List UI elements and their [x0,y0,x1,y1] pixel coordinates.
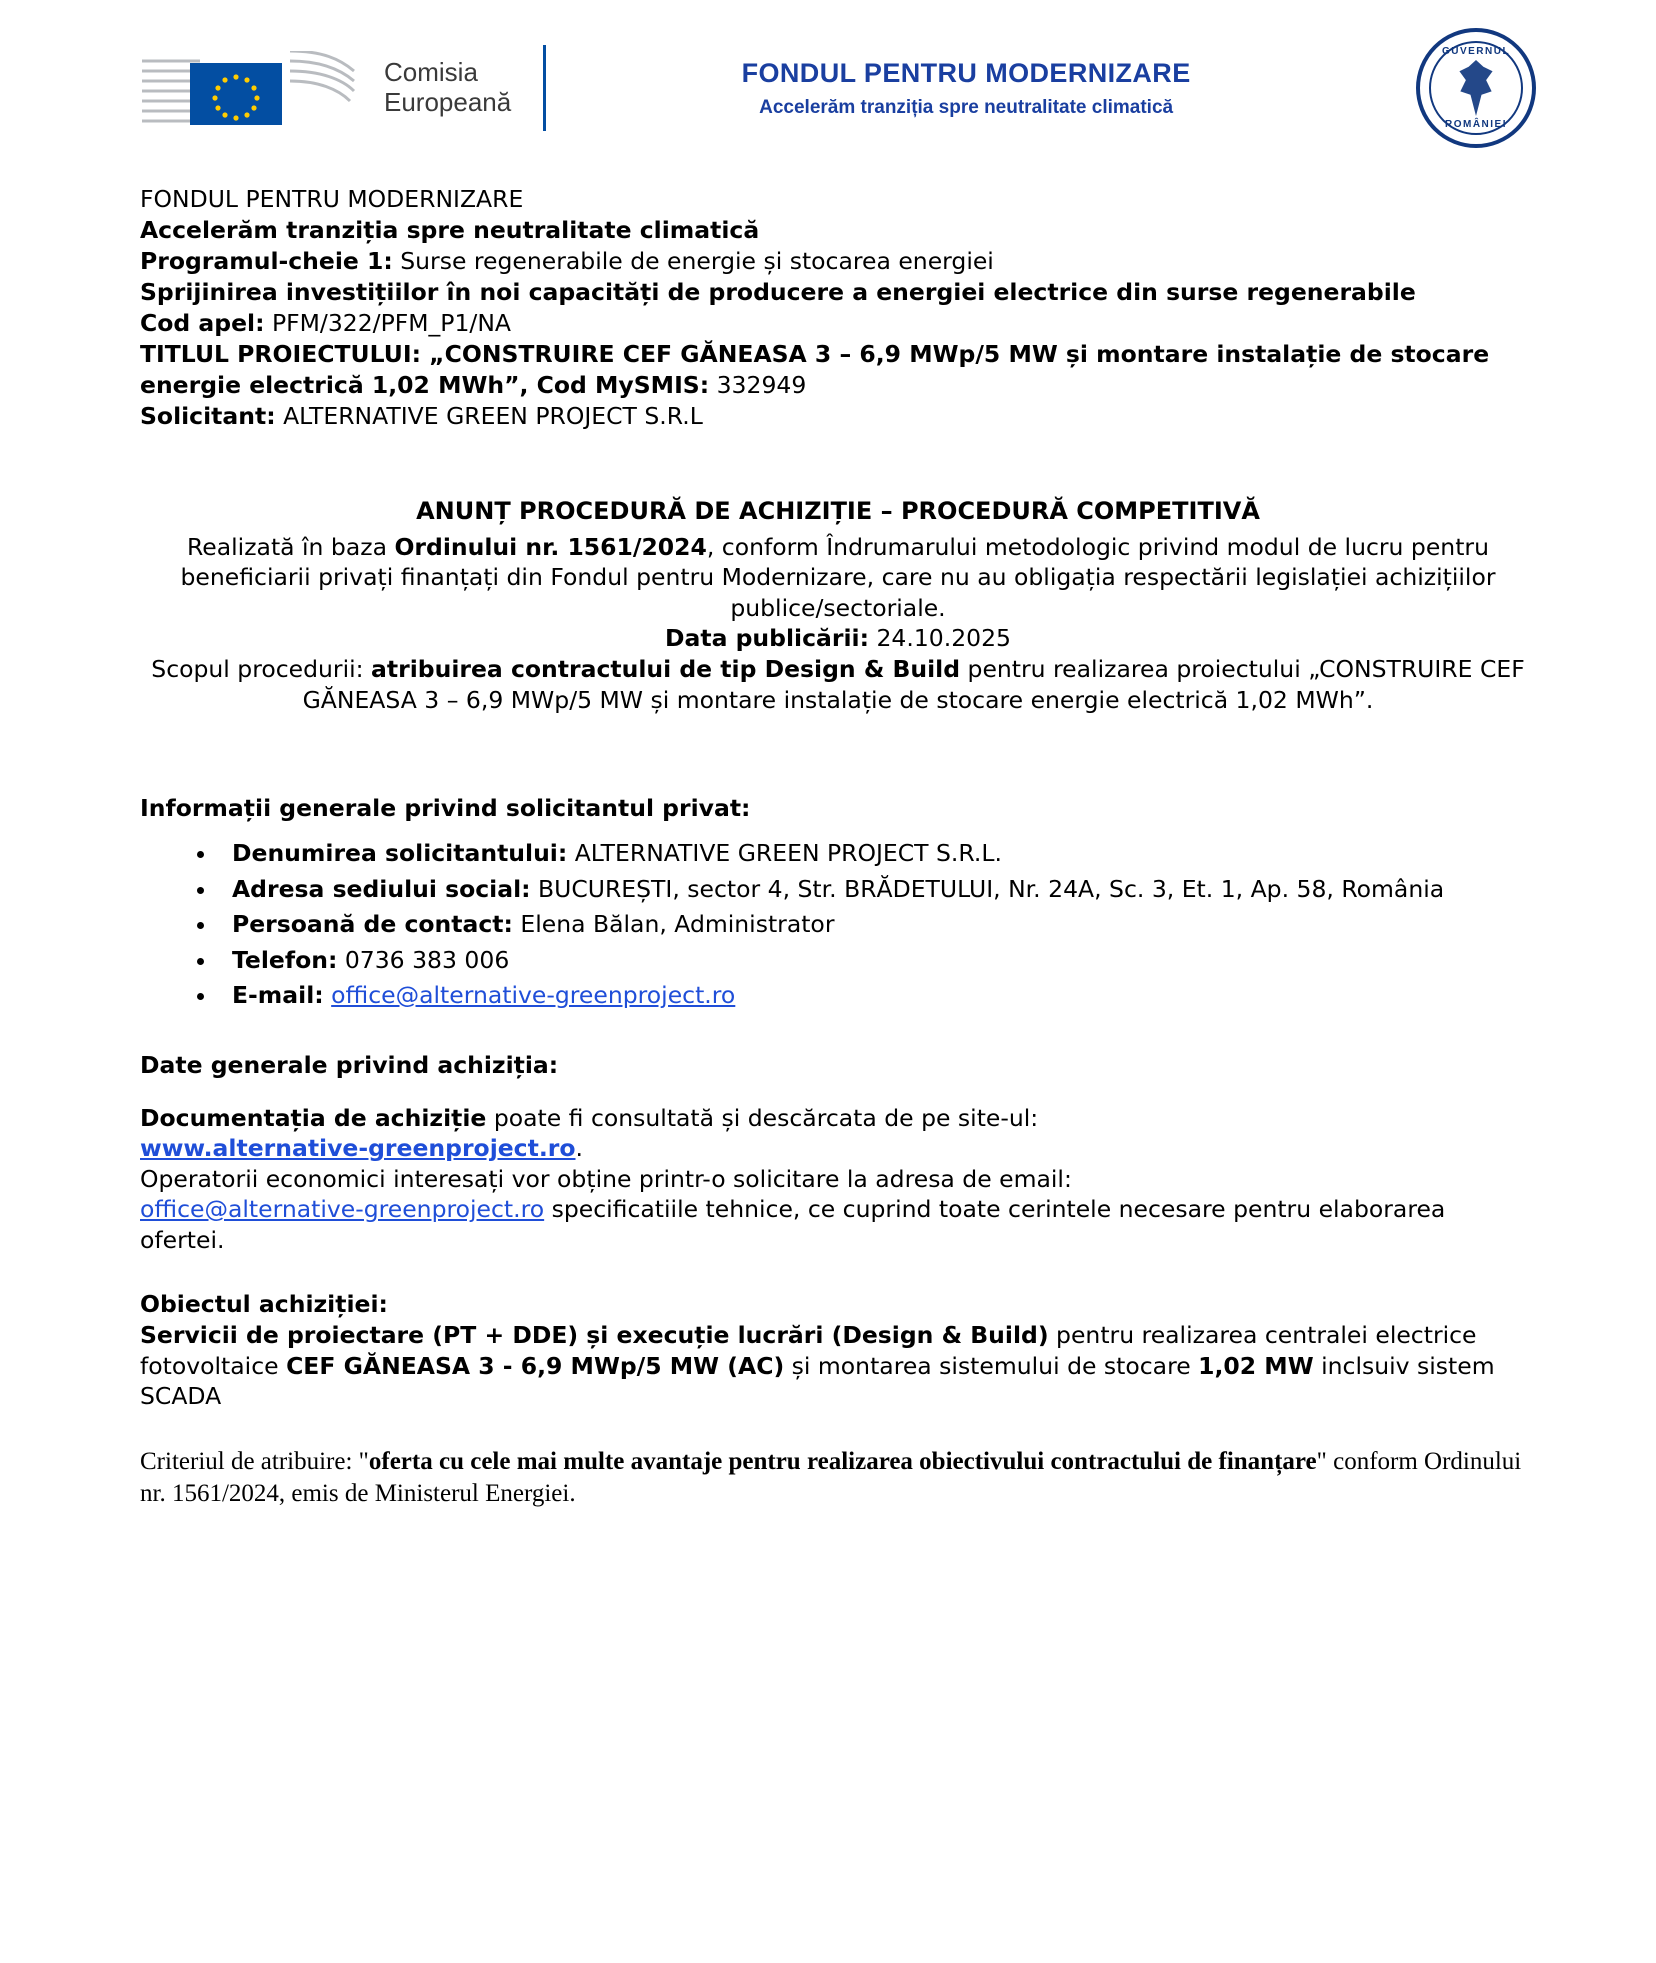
spacer [140,715,1536,771]
announcement-scope [140,654,1536,715]
list-item [218,980,1536,1011]
publication-date-line [140,623,1536,654]
document-content [0,158,1656,1551]
website-link[interactable]: www.alternative-greenproject.ro [140,1134,576,1163]
phone-value: 0736 383 006 [337,945,510,974]
intro-line-7-label: Solicitant: [140,402,276,431]
fund-subtitle: Accelerăm tranziția spre neutralitate climatică [759,96,1174,118]
basis-post: , conform Îndrumarului metodologic privind modul de lucru pentru beneficiarii privați finanțați din Fondul pentru Modernizare, care nu au obligația respectării legislației achizițiilor publice/sectoriale. [180,532,1496,622]
intro-line-5 [140,308,1536,339]
object-section-heading: Obiectul achiziției: [140,1290,388,1319]
announcement-basis [140,532,1536,624]
spacer [140,771,1536,793]
intro-line-2: Accelerăm tranziția spre neutralitate climatică [140,216,760,245]
operators-after: specificatiile tehnice, ce cuprind toate cerintele necesare pentru elaborarea ofertei. [140,1195,1446,1254]
publication-date-value: 24.10.2025 [868,624,1012,653]
phone-label: Telefon: [232,945,338,974]
operators-text: Operatorii economici interesați vor obține printr-o solicitare la adresa de email: [140,1164,1072,1193]
publication-date-label: Data publicării: [664,624,869,653]
applicant-address-label: Adresa sediului social: [232,874,531,903]
award-criterion-paragraph [140,1446,1536,1511]
european-commission-logo [140,45,546,131]
object-mid-1: pentru realizarea centralei electrice fotovoltaice [140,1321,1477,1380]
spacer [140,1255,1536,1289]
intro-line-5-label: Cod apel: [140,309,265,338]
object-paragraph [140,1320,1536,1412]
operators-paragraph [140,1164,1536,1256]
list-item [218,874,1536,905]
criterion-pre: Criteriul de atribuire: " [140,1447,369,1475]
contact-person-value: Elena Bălan, Administrator [512,910,835,939]
list-item [218,838,1536,869]
spacer [140,440,1536,496]
contact-email-link[interactable]: office@alternative-greenproject.ro [140,1195,545,1224]
fund-title-block [516,58,1416,119]
scope-post: pentru realizarea proiectului „CONSTRUIRE CEF GĂNEASA 3 – 6,9 MWp/5 MW și montare instalație de stocare energie electrică 1,02 MWh”. [302,654,1525,714]
object-storage-capacity: 1,02 MW [1198,1351,1314,1380]
seal-bottom-text: ROMÂNIEI [1445,119,1507,130]
eu-flag-graphic [140,45,370,131]
scope-pre: Scopul procedurii: [151,654,372,683]
intro-line-3-label: Programul-cheie 1: [140,247,393,276]
government-of-romania-seal-icon [1416,28,1536,148]
applicant-name-label: Denumirea solicitantului: [232,839,568,868]
basis-order-number: Ordinului nr. 1561/2024 [394,532,707,561]
list-item [218,945,1536,976]
seal-top-text: GUVERNUL [1441,46,1511,57]
documentation-text: poate fi consultată și descărcata de pe site-ul: [486,1103,1039,1132]
intro-line-3-value: Surse regenerabile de energie și stocarea energiei [392,247,994,276]
intro-line-5-value: PFM/322/PFM_P1/NA [264,309,512,338]
applicant-section-heading: Informații generale privind solicitantul privat: [140,794,751,823]
intro-line-6 [140,339,1536,401]
document-header [0,0,1656,158]
criterion-post: " conform Ordinului nr. 1561/2024, emis de Ministerul Energiei. [140,1447,1522,1508]
intro-line-6-value: 332949 [709,371,807,400]
intro-line-3 [140,246,1536,277]
eu-stars-icon [190,63,282,125]
basis-pre: Realizată în baza [187,532,395,561]
documentation-label: Documentația de achiziție [140,1103,487,1132]
criterion-bold: oferta cu cele mai multe avantaje pentru realizarea obiectivului contractului de finanțare [368,1447,1317,1475]
object-plant-name: CEF GĂNEASA 3 - 6,9 MWp/5 MW (AC) [286,1351,785,1380]
eu-logo-line1: Comisia [384,56,478,87]
list-item [218,909,1536,940]
spacer [140,1412,1536,1446]
fund-title: FONDUL PENTRU MODERNIZARE [741,57,1191,88]
scope-contract-type: atribuirea contractului de tip Design & Build [371,654,961,683]
documentation-paragraph [140,1103,1536,1164]
eu-logo-text [384,57,511,119]
object-end: inclsuiv sistem SCADA [140,1351,1495,1411]
intro-line-6-label: TITLUL PROIECTULUI: „CONSTRUIRE CEF GĂNEASA 3 – 6,9 MWp/5 MW și montare instalație de stocare energie electrică 1,02 MWh”, Cod MySMIS: [140,340,1490,400]
email-label: E-mail: [232,981,324,1010]
intro-line-1: FONDUL PENTRU MODERNIZARE [140,185,524,213]
intro-block [140,184,1536,432]
eu-logo-line2: Europeană [384,87,512,117]
object-mid-2: și montarea sistemului de stocare [784,1351,1199,1380]
contact-person-label: Persoană de contact: [232,910,513,939]
object-services-bold: Servicii de proiectare (PT + DDE) și execuție lucrări (Design & Build) [140,1321,1049,1350]
intro-line-4: Sprijinirea investițiilor în noi capacități de producere a energiei electrice din surse regenerabile [140,278,1416,307]
applicant-name-value: ALTERNATIVE GREEN PROJECT S.R.L. [567,839,1002,868]
spacer [140,1016,1536,1050]
intro-line-7-value: ALTERNATIVE GREEN PROJECT S.R.L [275,402,703,431]
applicant-address-value: BUCUREȘTI, sector 4, Str. BRĂDETULUI, Nr. 24A, Sc. 3, Et. 1, Ap. 58, România [530,874,1445,903]
email-link[interactable]: office@alternative-greenproject.ro [331,981,736,1010]
intro-line-7 [140,401,1536,432]
spacer [140,1081,1536,1103]
procurement-section-heading: Date generale privind achiziția: [140,1050,559,1079]
announcement-title: ANUNȚ PROCEDURĂ DE ACHIZIȚIE – PROCEDURĂ COMPETITIVĂ [416,497,1260,526]
applicant-details-list [140,838,1536,1011]
website-after: . [575,1134,583,1163]
